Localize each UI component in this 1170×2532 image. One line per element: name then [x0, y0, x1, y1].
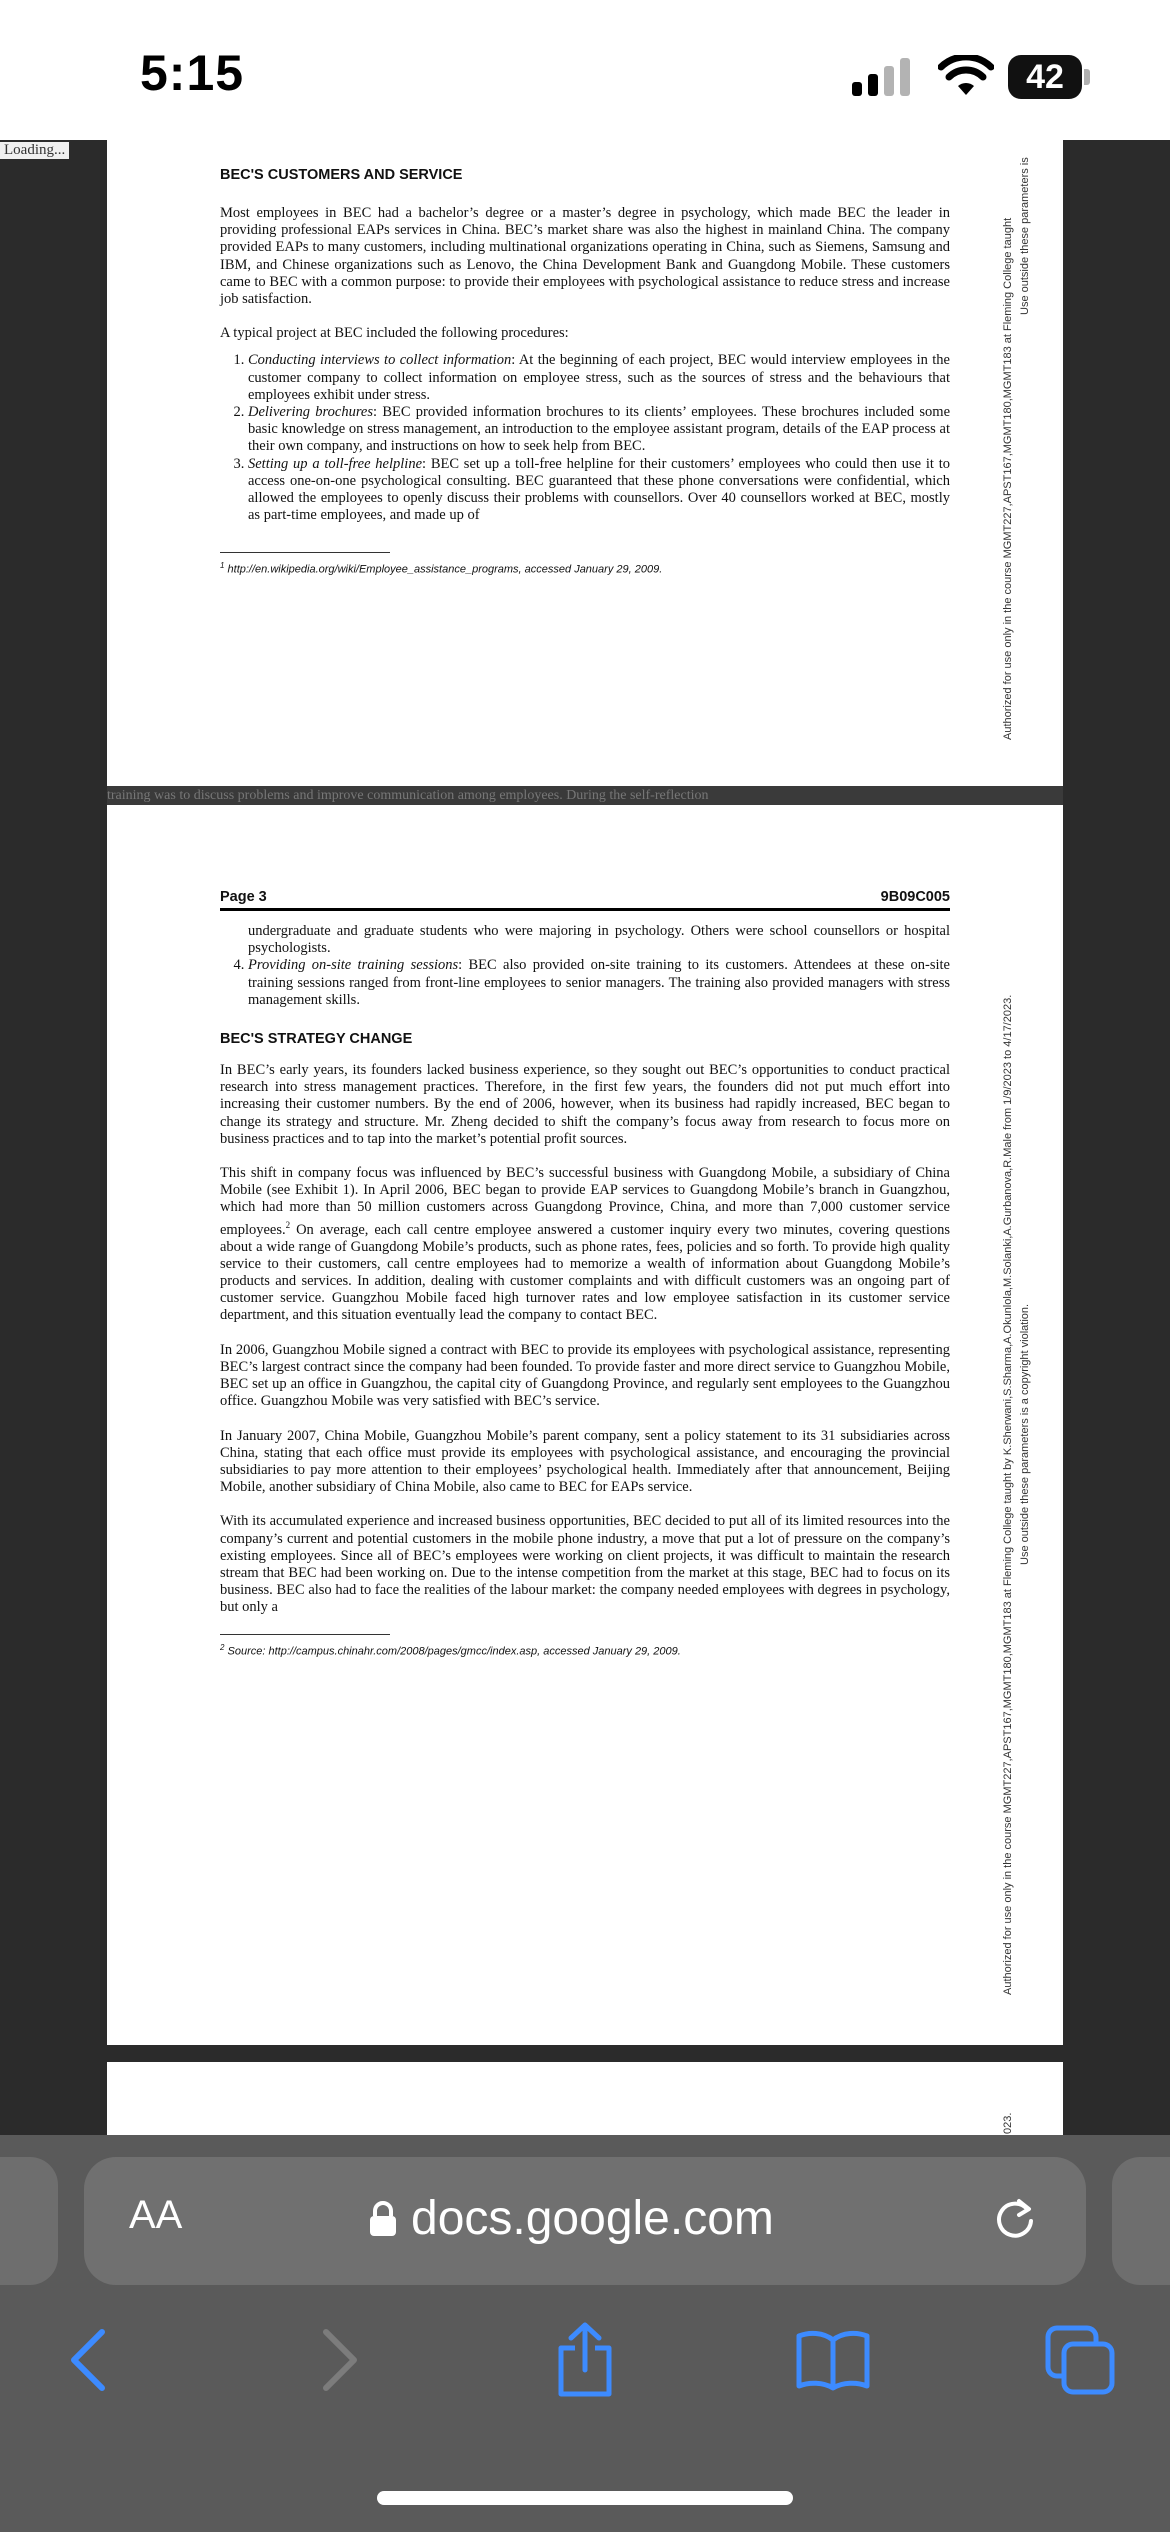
procedure-list — [220, 957, 950, 1009]
battery-icon — [1008, 55, 1090, 99]
share-icon — [553, 2322, 617, 2398]
paragraph: In January 2007, China Mobile, Guangzhou Mobile’s parent company, sent a policy statement to its 31 subsidiaries across China, stating that each office must provide its employees with psychological assistance, and encouraging the provincial subsidiaries to pay more attention to their employees’ psychological health. Immediately after that announcement, Beijing Mobile, another subsidiary of China Mobile, also came to BEC for EAPs service. — [220, 1427, 950, 1496]
tabs-button[interactable] — [1040, 2320, 1120, 2400]
address-bar[interactable] — [84, 2157, 1086, 2285]
previous-tab-preview[interactable] — [0, 2157, 58, 2285]
loading-label: Loading... — [0, 142, 69, 159]
paragraph: Most employees in BEC had a bachelor’s degree or a master’s degree in psychology, which made BEC the leader in providing professional EAPs services in China. BEC’s market share was also the highest in mainland China. The company provided EAPs to many customers, including multinational organizations operating in China, such as Siemens, Samsung and IBM, and Chinese organizations such as Lenovo, the China Development Bank and Guangdong Mobile. These customers came to BEC with a common purpose: to provide their employees with psychological assistance to reduce stress and increase job satisfaction. — [220, 205, 950, 308]
list-continuation: undergraduate and graduate students who were majoring in psychology. Others were school counsellors or hospital psychologists. — [248, 923, 950, 957]
url-text[interactable]: docs.google.com — [411, 2192, 774, 2245]
document-viewer[interactable] — [0, 140, 1170, 2135]
section-heading: BEC'S STRATEGY CHANGE — [220, 1031, 413, 1048]
paragraph: This shift in company focus was influenced by BEC’s successful business with Guangdong Mobile, a subsidiary of China Mobile (see Exhibit 1). In April 2006, BEC began to provide EAP services to Guangdong Mobile’s branch in Guangzhou, which had more than 50 million customers across Guangdong Province, China, and more than 7,000 customer service employees.$^2$ On average, each call centre employee answered a customer inquiry every two minutes, covering questions about a wide range of Guangdong Mobile’s products, such as phone rates, fees, policies and so forth. To provide high quality service to their customers, call centre employees had to memorize a wealth of information about Guangdong Mobile’s products and services. In addition, dealing with customer complaints and with difficult customers was an ongoing part of customer service. Guangzhou Mobile faced high turnover rates and low employee satisfaction in its customer service department, and this situation eventually lead the company to contact BEC. — [220, 1165, 950, 1324]
pdf-page-3: Page 3 9B09C005 undergraduate and graduate students who were majoring in psychology. Others were school counsellors or hospital psychologists. 4. Providing on-site training sessions: BEC also provided on-site training to its customers. Attendees at these on-site training sessions ranged from front-line employees to senior managers. The training also provided managers with stress management skills. BEC'S STRATEGY CHANGE In BEC’s early years, its founders lacked business experience, so they sought out BEC’s opportunities to conduct practical research into stress management practices. Therefore, in the first few years, the founders did not put much effort into increasing their customer numbers. By the end of 2006, however, when its business had rapidly increased, BEC began to change its strategy and structure. Mr. Zheng decided to shift the company’s focus away from research to focus more on business practices and to tap into the market’s potential profit sources. This shift in company focus was influenced by BEC’s successful business with Guangdong Mobile, a subsidiary of China Mobile (see Exhibit 1). In April 2006, BEC began to provide EAP services to Guangdong Mobile’s branch in Guangzhou, which had more than 50 million customers across Guangdong Province, China, and more than 7,000 customer service employees.$^2$ On average, each call centre employee answered a customer inquiry every two minutes, covering questions about a wide range of Guangdong Mobile’s products, such as phone rates, fees, policies and so forth. To provide high quality service to their customers, call centre employees had to memorize a wealth of information about Guangdong Mobile’s products and services. In addition, dealing with customer complaints and with difficult customers was an ongoing part of customer service. Guangzhou Mobile faced high turnover rates and low employee satisfaction in its customer service department, and this situation eventually lead the company to contact BEC. In 2006, Guangzhou Mobile signed a contract with BEC to provide its employees with psychological assistance, representing BEC’s largest contract since the company had been founded. To provide faster and more direct service to Guangzhou Mobile, BEC set up an office in Guangzhou, the capital city of Guangdong Province, and regularly sent employees to the Guangzhou office. Guangzhou Mobile was very satisfied with BEC’s service. In January 2007, China Mobile, Guangzhou Mobile’s parent company, sent a policy statement to its 31 subsidiaries across China, stating that each office must provide its employees with psychological assistance, and encouraging the provincial subsidiaries to pay more attention to their employees’ psychological health. Immediately after that announcement, Beijing Mobile, another subsidiary of China Mobile, also came to BEC for EAPs service. With its accumulated experience and increased business opportunities, BEC decided to put all of its limited resources into the company’s current and potential customers in the mobile phone industry, a move that put a lot of pressure on the company’s existing employees. Since all of BEC’s employees were working on client projects, it was difficult to maintain the research stream that BEC had been working on. Due to the intense competition from the market at this stage, BEC had to focus on its business. BEC also had to face the realities of the labour market: the company needed employees with degrees in psychology, but only a $^2$ Source: http://campus.chinahr.com/2008/pages/gmcc/index.asp, accessed January 29, 2009. Authorized for use only in the course MGMT227,APST167,MGMT180,MGMT183 at Fleming College taught by K.Sherwani,S.Sharma,A.Okunlola,M.Solanki,A.Gurbanova,R.Male from 1/9/2023 to 4/17/2023. Use outside these parameters is a copyright violation. — [107, 805, 1063, 2045]
status-bar — [0, 0, 1170, 140]
footnote: $^2$ Source: http://campus.chinahr.com/2008/pages/gmcc/index.asp, accessed January 29, 2009. — [220, 1642, 681, 1658]
back-button[interactable] — [48, 2320, 128, 2400]
forward-button[interactable] — [300, 2320, 380, 2400]
paragraph: In BEC’s early years, its founders lacked business experience, so they sought out BEC’s opportunities to conduct practical research into stress management practices. Therefore, in the first few years, the founders did not put much effort into increasing their customer numbers. By the end of 2006, however, when its business had rapidly increased, BEC began to change its strategy and structure. Mr. Zheng decided to shift the company’s focus away from research to focus more on business practices and to tap into the market’s potential profit sources. — [220, 1062, 950, 1147]
battery-level: 42 — [1008, 55, 1082, 99]
forward-icon — [320, 2328, 360, 2392]
reload-icon[interactable] — [989, 2193, 1041, 2245]
tabs-icon — [1044, 2324, 1116, 2396]
procedure-list — [220, 352, 950, 524]
paragraph: A typical project at BEC included the following procedures: — [220, 325, 569, 342]
list-item: 4. Providing on-site training sessions: BEC also provided on-site training to its customers. Attendees at these on-site training sessions ranged from front-line employees to senior managers. The training also provided managers with stress management skills. — [248, 957, 950, 1009]
bookmarks-icon — [795, 2328, 871, 2392]
pdf-page-2: BEC'S CUSTOMERS AND SERVICE Most employees in BEC had a bachelor’s degree or a master’s degree in psychology, which made BEC the leader in providing professional EAPs services in China. BEC’s market share was also the highest in mainland China. The company provided EAPs to many customers, including multinational organizations operating in China, such as Siemens, Samsung and IBM, and Chinese organizations such as Lenovo, the China Development Bank and Guangdong Mobile. These customers came to BEC with a common purpose: to provide their employees with psychological assistance to reduce stress and increase job satisfaction. A typical project at BEC included the following procedures: 1. Conducting interviews to collect information: At the beginning of each project, BEC would interview employees in the customer company to collect information on employee stress, such as the sources of stress and the behaviours that employees exhibit under stress. 2. Delivering brochures: BEC provided information brochures to its clients’ employees. These brochures included some basic knowledge on stress management, an introduction to the employee assistant program, details of the EAP process at their own company, and instructions on how to seek help from BEC. 3. Setting up a toll-free helpline: BEC set up a toll-free helpline for their customers’ employees who could then use it to access one-on-one psychological consulting. BEC guaranteed that these phone conversations were confidential, which allowed the employees to openly discuss their problems with counsellors. Over 40 counsellors worked at BEC, mostly as part-time employees, and made up of $^1$ http://en.wikipedia.org/wiki/Employee_assistance_programs, accessed January 29, 2009. Authorized for use only in the course MGMT227,APST167,MGMT180,MGMT183 at Fleming College taught Use outside these parameters is — [107, 140, 1063, 786]
share-button[interactable] — [545, 2320, 625, 2400]
bookmarks-button[interactable] — [793, 2320, 873, 2400]
footnote: $^1$ http://en.wikipedia.org/wiki/Employee_assistance_programs, accessed January 29, 2009. — [220, 561, 663, 577]
page-header — [220, 889, 950, 911]
navigation-row — [0, 2320, 1170, 2430]
text-size-button[interactable]: AA — [129, 2193, 183, 2237]
list-item: 2. Delivering brochures: BEC provided information brochures to its clients’ employees. These brochures included some basic knowledge on stress management, an introduction to the employee assistant program, details of the EAP process at their own company, and instructions on how to seek help from BEC. — [248, 404, 950, 456]
section-heading: BEC'S CUSTOMERS AND SERVICE — [220, 167, 463, 183]
wifi-icon — [938, 55, 994, 99]
paragraph: With its accumulated experience and increased business opportunities, BEC decided to put all of its limited resources into the company’s current and potential customers in the mobile phone industry, a move that put a lot of pressure on the company’s existing employees. Since all of BEC’s employees were working on client projects, it was difficult to maintain the research stream that BEC had been working on. Due to the intense competition from the market at this stage, BEC had to focus on its business. BEC also had to face the realities of the labour market: the company needed employees with degrees in psychology, but only a — [220, 1513, 950, 1616]
overlay-text: training was to discuss problems and improve communication among employees. During the self-reflection — [107, 786, 1063, 805]
home-indicator[interactable] — [377, 2491, 793, 2505]
list-item: 3. Setting up a toll-free helpline: BEC set up a toll-free helpline for their customers’ employees who could then use it to access one-on-one psychological consulting. BEC guaranteed that these phone conversations were confidential, which allowed the employees to openly discuss their problems with counsellors. Over 40 counsellors worked at BEC, mostly as part-time employees, and made up of — [248, 456, 950, 525]
next-tab-preview[interactable] — [1112, 2157, 1170, 2285]
list-item: 1. Conducting interviews to collect information: At the beginning of each project, BEC would interview employees in the customer company to collect information on employee stress, such as the sources of stress and the behaviours that employees exhibit under stress. — [248, 352, 950, 404]
back-icon — [68, 2328, 108, 2392]
case-code: 9B09C005 — [880, 889, 950, 905]
lock-icon — [369, 2201, 397, 2237]
browser-toolbar — [0, 2135, 1170, 2532]
page-number: Page 3 — [220, 889, 267, 905]
status-time: 5:15 — [140, 45, 245, 101]
signal-icon — [852, 58, 912, 96]
pdf-page-4: 023. — [107, 2062, 1063, 2135]
paragraph: In 2006, Guangzhou Mobile signed a contract with BEC to provide its employees with psychological assistance, representing BEC’s largest contract since the company had been founded. To provide faster and more direct service to Guangzhou Mobile, BEC set up an office in Guangzhou, the capital city of Guangdong Province, and regularly sent employees to the Guangzhou office. Guangzhou Mobile was very satisfied with BEC’s service. — [220, 1341, 950, 1410]
